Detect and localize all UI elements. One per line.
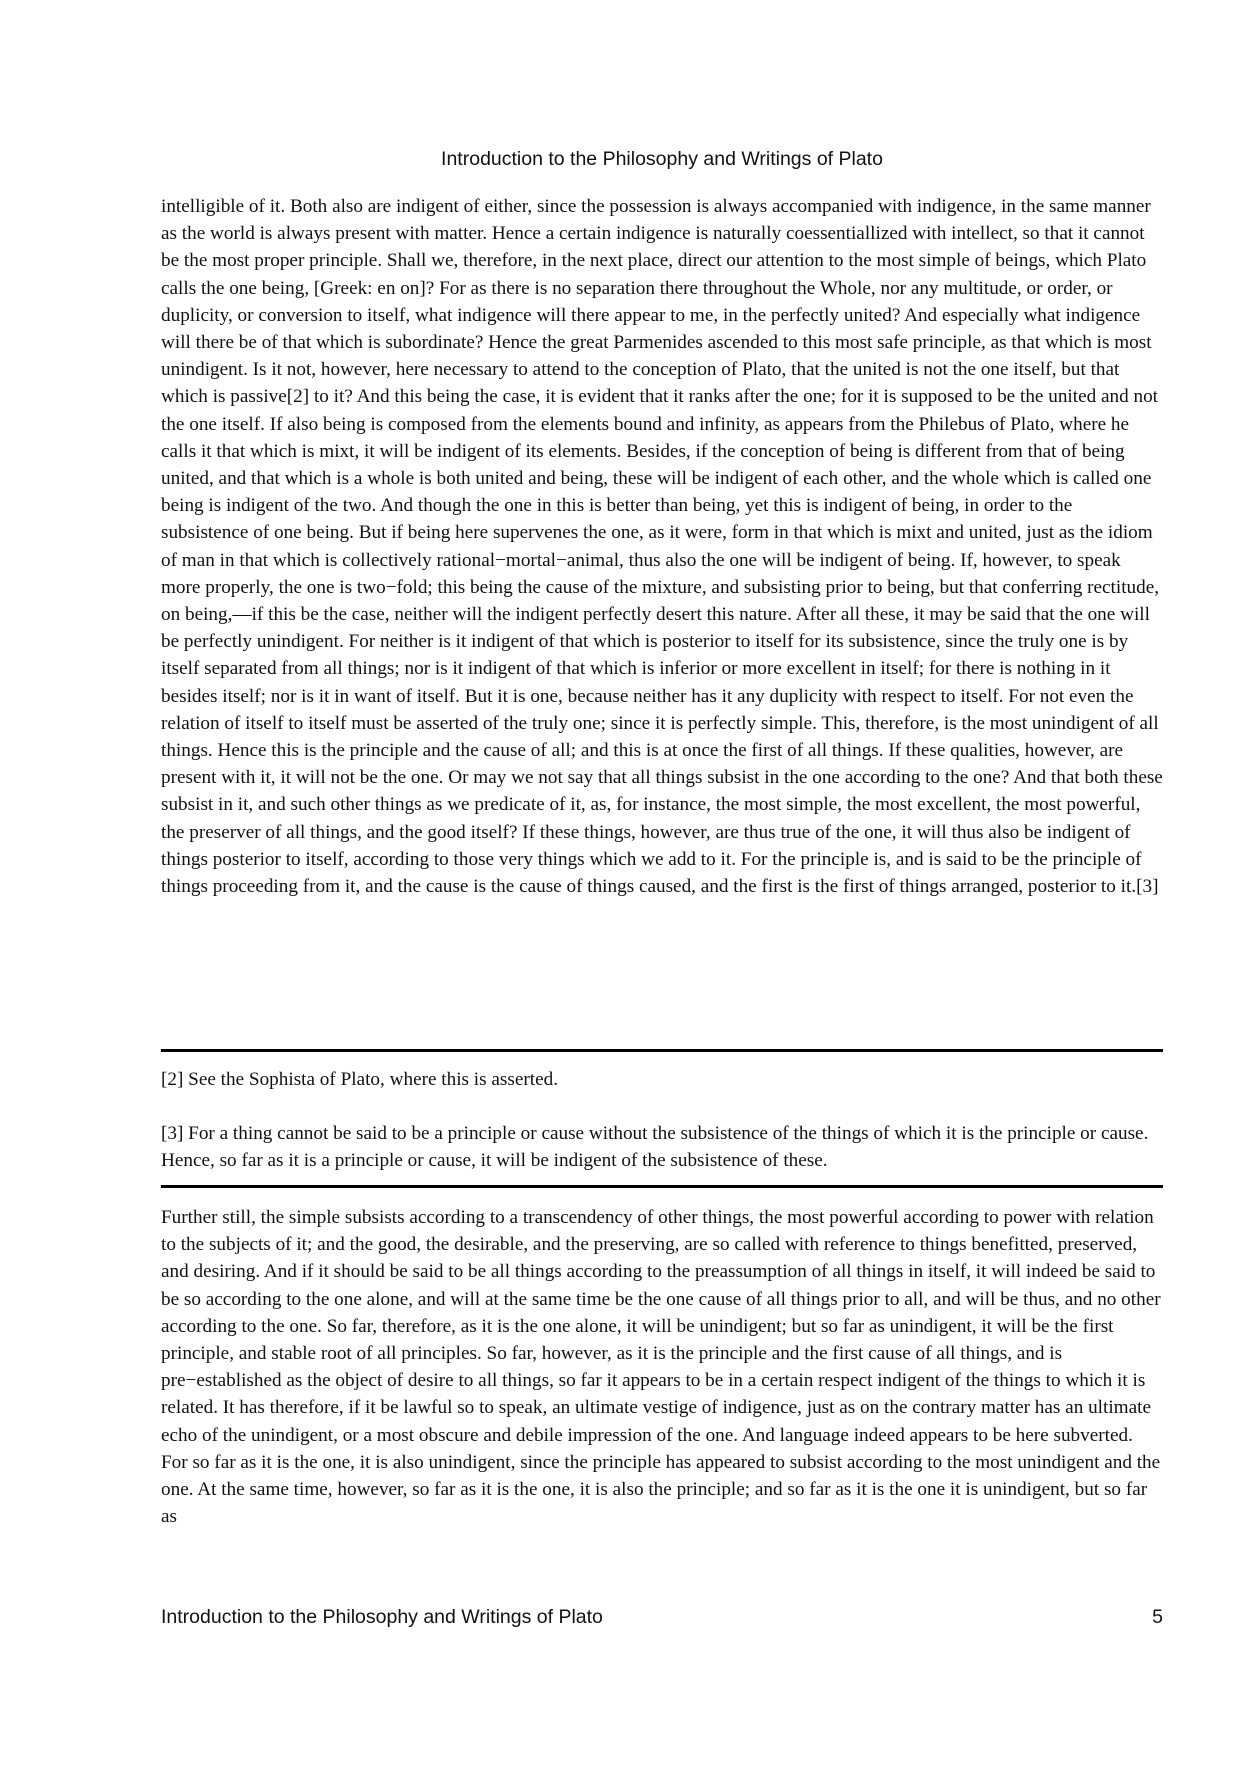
footnote-divider-bottom xyxy=(161,1185,1163,1188)
body-paragraph: intelligible of it. Both also are indigent of either, since the possession is always accompanied with indigence, in the same manner as the world is always present with matter. Hence a certain indigence is naturally coessentiallized with intellect, so that it cannot be the most proper principle. Shall we, therefore, in the next place, direct our attention to the most simple of beings, which Plato calls the one being, [Greek: en on]? For as there is no separation there throughout the Whole, nor any multitude, or order, or duplicity, or conversion to itself, what indigence will there appear to me, in the perfectly united? And especially what indigence will there be of that which is subordinate? Hence the great Parmenides ascended to this most safe principle, as that which is most unindigent. Is it not, however, here necessary to attend to the conception of Plato, that the united is not the one itself, but that which is passive[2] to it? And this being the case, it is evident that it ranks after the one; for it is supposed to be the united and not the one itself. If also being is composed from the elements bound and infinity, as appears from the Philebus of Plato, where he calls it that which is mixt, it will be indigent of its elements. Besides, if the conception of being is different from that of being united, and that which is a whole is both united and being, these will be indigent of each other, and the whole which is called one being is indigent of the two. And though the one in this is better than being, yet this is indigent of being, in order to the subsistence of one being. But if being here supervenes the one, as it were, form in that which is mixt and united, just as the idiom of man in that which is collectively rational−mortal−animal, thus also the one will be indigent of being. If, however, to speak more properly, the one is two−fold; this being the cause of the mixture, and subsisting prior to being, but that conferring rectitude, on being,—if this be the case, neither will the indigent perfectly desert this nature. After all these, it may be said that the one will be perfectly unindigent. For neither is it indigent of that which is posterior to itself for its subsistence, since the truly one is by itself separated from all things; nor is it indigent of that which is inferior or more excellent in itself; for there is nothing in it besides itself; nor is it in want of itself. But it is one, because neither has it any duplicity with respect to itself. For not even the relation of itself to itself must be asserted of the truly one; since it is perfectly simple. This, therefore, is the most unindigent of all things. Hence this is the principle and the cause of all; and this is at once the first of all things. If these qualities, however, are present with it, it will not be the one. Or may we not say that all things subsist in the one according to the one? And that both these subsist in it, and such other things as we predicate of it, as, for instance, the most simple, the most excellent, the most powerful, the preserver of all things, and the good itself? If these things, however, are thus true of the one, it will thus also be indigent of things posterior to itself, according to those very things which we add to it. For the principle is, and is said to be the principle of things proceeding from it, and the cause is the cause of things caused, and the first is the first of things arranged, posterior to it.[3] xyxy=(161,196,1163,898)
footnote-divider-top xyxy=(161,1049,1163,1052)
footnote-3: [3] For a thing cannot be said to be a principle or cause without the subsistence of the things of which it is the principle or cause. Hence, so far as it is a principle or cause, it will be indigent of the subsistence of these. xyxy=(161,1123,1149,1172)
footnote-2: [2] See the Sophista of Plato, where this is asserted. xyxy=(161,1069,558,1090)
page-number: 5 xyxy=(1152,1606,1163,1628)
footer-title: Introduction to the Philosophy and Writings of Plato xyxy=(161,1606,603,1628)
running-head-title: Introduction to the Philosophy and Writings of Plato xyxy=(441,148,883,170)
document-page xyxy=(161,0,1163,1786)
body-paragraph: Further still, the simple subsists according to a transcendency of other things, the most powerful according to power with relation to the subjects of it; and the good, the desirable, and the preserving, are so called with reference to things benefitted, preserved, and desiring. And if it should be said to be all things according to the preassumption of all things in itself, it will indeed be said to be so according to the one alone, and will at the same time be the one cause of all things prior to all, and will be thus, and no other according to the one. So far, therefore, as it is the one alone, it will be unindigent; but so far as unindigent, it will be the first principle, and stable root of all principles. So far, however, as it is the principle and the first cause of all things, and is pre−established as the object of desire to all things, so far it appears to be in a certain respect indigent of the things to which it is related. It has therefore, if it be lawful so to speak, an ultimate vestige of indigence, just as on the contrary matter has an ultimate echo of the unindigent, or a most obscure and debile impression of the one. And language indeed appears to be here subverted. For so far as it is the one, it is also unindigent, since the principle has appeared to subsist according to the most unindigent and the one. At the same time, however, so far as it is the one, it is also the principle; and so far as it is the one it is unindigent, but so far as xyxy=(161,1207,1161,1528)
